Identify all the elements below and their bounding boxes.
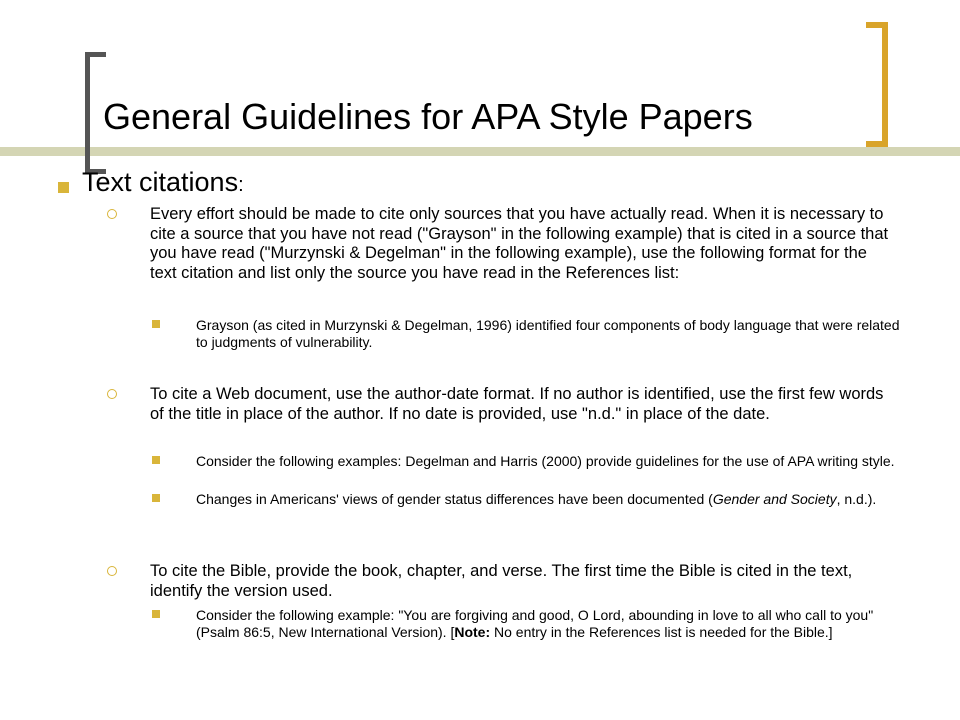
sub-item-text-after: No entry in the References list is needed for the Bible.] — [490, 623, 833, 640]
list-item-text: To cite the Bible, provide the book, chapter, and verse. The first time the Bible is cited in the text, identify the version used. — [150, 562, 853, 600]
hollow-bullet-icon — [107, 389, 117, 399]
sub-item-text-before: Changes in Americans' views of gender status differences have been documented ( — [196, 491, 713, 507]
square-bullet-icon — [152, 610, 160, 618]
square-bullet-icon — [152, 320, 160, 328]
sub-item-bold: Note: — [454, 623, 491, 640]
list-item-2 — [150, 385, 895, 424]
sub-item-2-1 — [196, 453, 906, 470]
sub-item-text: Consider the following examples: Degelman and Harris (2000) provide guidelines for the use of APA writing style. — [196, 453, 895, 469]
sub-item-3-1 — [196, 607, 906, 640]
square-bullet-icon — [58, 182, 69, 193]
hollow-bullet-icon — [107, 566, 117, 576]
heading-text-citations — [62, 167, 244, 198]
sub-item-text-after: , n.d.). — [836, 491, 877, 507]
list-item-1 — [150, 205, 895, 283]
list-item-text: Every effort should be made to cite only sources that you have actually read. When it is necessary to cite a source that you have not read ("Grayson" in the following example) that is cited in a source that you have read ("Murzynski & Degelman" in the following example), use the following format for the text citation and list only the source you have read in the References list: — [150, 205, 889, 282]
list-item-3 — [150, 562, 895, 601]
right-bracket-decoration — [866, 22, 888, 147]
heading-colon: : — [238, 174, 244, 196]
heading-label: Text citations — [82, 167, 239, 197]
sub-item-italic: Gender and Society — [712, 491, 837, 507]
list-item-text: To cite a Web document, use the author-date format. If no author is identified, use the first few words of the title in place of the author. If no date is provided, use "n.d." in place of the date. — [150, 385, 884, 423]
sub-item-text-before: Consider the following example: "You are forgiving and good, O Lord, abounding in love to all who call to you" (Psalm 86:5, New International Version). [ — [196, 607, 874, 640]
sub-item-text: Grayson (as cited in Murzynski & Degelman, 1996) identified four components of body language that were related to judgments of vulnerability. — [196, 317, 900, 350]
square-bullet-icon — [152, 494, 160, 502]
hollow-bullet-icon — [107, 209, 117, 219]
sub-item-1-1 — [196, 317, 906, 350]
slide-title: General Guidelines for APA Style Papers — [103, 96, 753, 137]
title-rule — [0, 147, 960, 156]
sub-item-2-2 — [196, 491, 906, 508]
square-bullet-icon — [152, 456, 160, 464]
